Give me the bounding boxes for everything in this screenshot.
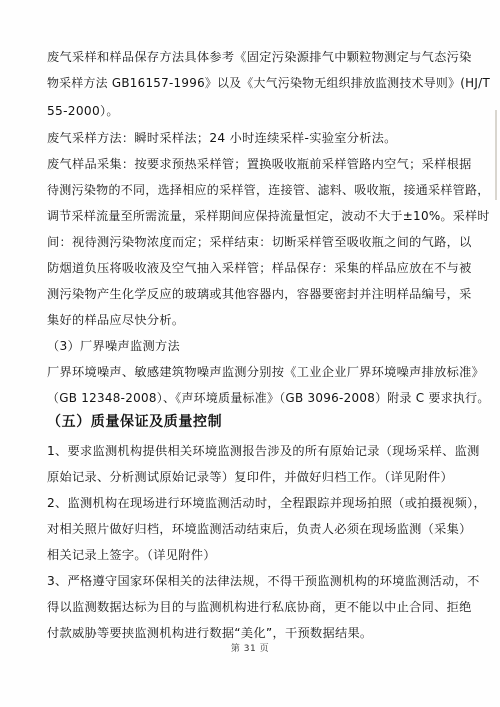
text-line: 原始记录、分析测试原始记录等）复印件，并做好归档工作。（详见附件） [47,470,453,484]
scan-edge-mark [495,110,497,200]
text-line: 3、严格遵守国家环保相关的法律法规，不得干预监测机构的环境监测活动，不 [47,574,480,588]
text-line: 调节采样流量至所需流量，采样期间应保持流量恒定，波动不大于±10%。采样时 [47,209,490,223]
text-line: 物采样方法 GB16157-1996》以及《大气污染物无组织排放监测技术导则》(HJ/T [47,76,491,90]
text-line: 集好的样品应尽快分析。 [47,313,185,327]
text-line: 对相关照片做好归档，环境监测活动结束后，负责人必须在现场监测（采集） [47,522,472,536]
section-heading: （五）质量保证及质量控制 [47,414,223,430]
text-line: 废气样品采集：按要求预热采样管；置换吸收瓶前采样管路内空气；采样根据 [47,157,472,171]
text-line: 厂界环境噪声、敏感建筑物噪声监测分别按《工业企业厂界环境噪声排放标准》 [47,365,485,379]
text-line: 付款威胁等要挟监测机构进行数据“美化”，干预数据结果。 [47,626,373,640]
text-line: 2、监测机构在现场进行环境监测活动时，全程跟踪并现场拍照（或拍摄视频）， [47,496,487,510]
text-line: 间：视待测污染物浓度而定；采样结束：切断采样管至吸收瓶之间的气路，以 [47,235,472,249]
subsection-heading: （3）厂界噪声监测方法 [47,339,180,353]
text-line: 相关记录上签字。（详见附件） [47,548,216,562]
text-line: 测污染物产生化学反应的玻璃或其他容器内，容器要密封并注明样品编号，采 [47,287,472,301]
text-line: （GB 12348-2008）、《声环境质量标准》（GB 3096-2008）附录 C 要求执行。 [47,391,490,405]
text-line: 废气采样方法：瞬时采样法；24 小时连续采样-实验室分析法。 [47,131,397,145]
page-number: 第 31 页 [230,644,270,654]
text-line: 1、要求监测机构提供相关环境监测报告涉及的所有原始记录（现场采样、监测 [47,444,480,458]
text-line: 55-2000）。 [47,104,119,118]
text-line: 废气采样和样品保存方法具体参考《固定污染源排气中颗粒物测定与气态污染 [47,50,472,64]
text-line: 得以监测数据达标为目的与监测机构进行私底协商，更不能以中止合同、拒绝 [47,600,472,614]
text-line: 防烟道负压将吸收液及空气抽入采样管；样品保存：采集的样品应放在不与被 [47,261,472,275]
text-line: 待测污染物的不同，选择相应的采样管，连接管、滤料、吸收瓶，接通采样管路， [47,183,490,197]
